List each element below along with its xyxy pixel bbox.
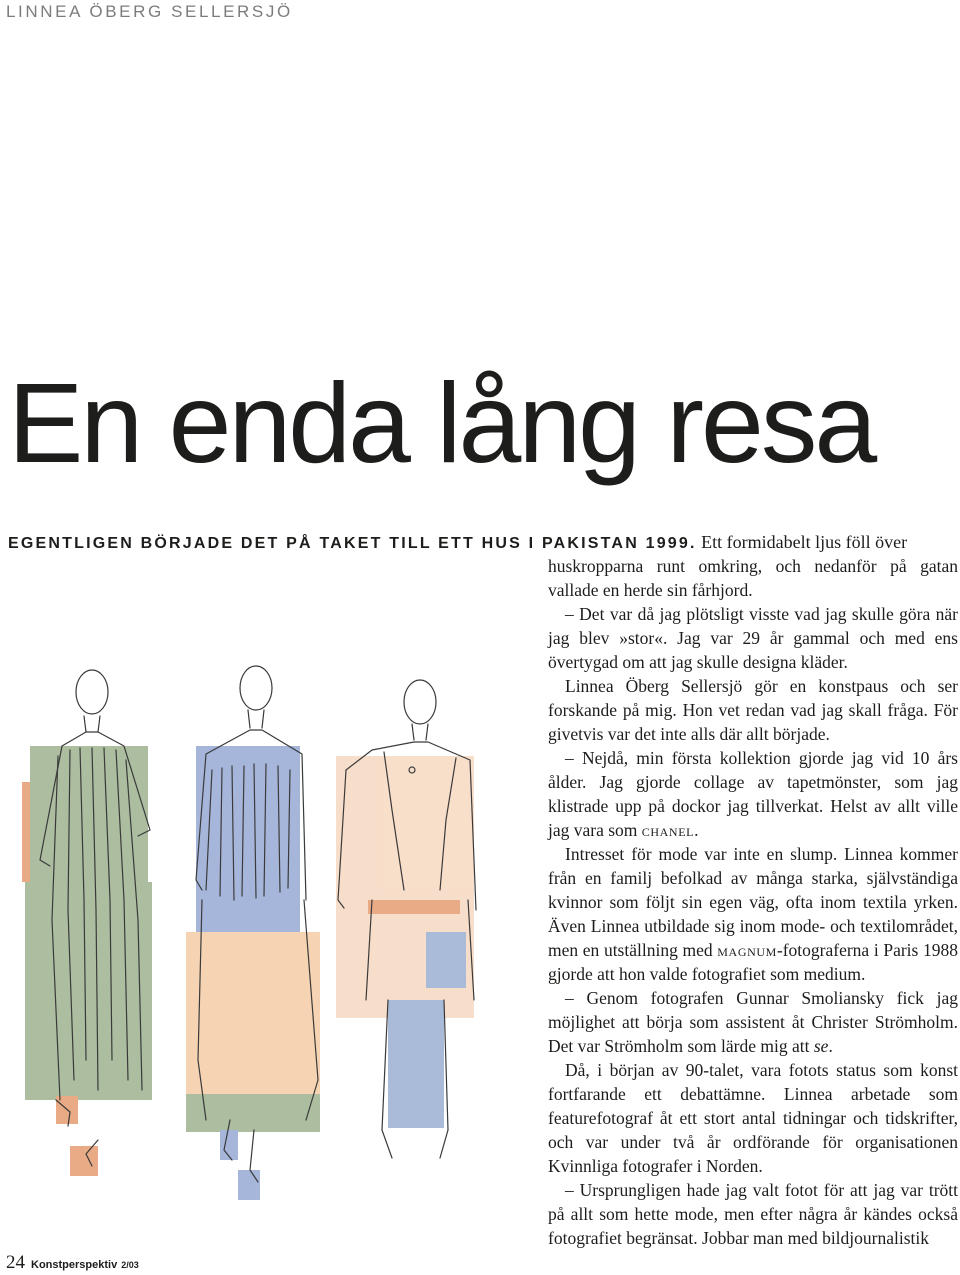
- author-running-head: LINNEA ÖBERG SELLERSJÖ: [6, 2, 293, 21]
- emphasis-se: se: [813, 1036, 829, 1056]
- block-periwinkle-foot-2: [238, 1170, 260, 1200]
- paragraph-8: – Ursprungligen hade jag valt fotot för att jag var trött på allt som hette mode, men efter några år kändes också fotografiet begränsat. Jobbar man med bildjournalistik: [548, 1180, 958, 1248]
- paragraph-1: huskropparna runt omkring, och nedanför på gatan vallade en herde sin fårhjord.: [548, 556, 958, 600]
- colour-blocks: [22, 746, 474, 1200]
- page-number: 24: [6, 1252, 25, 1273]
- smallcaps-chanel: chanel: [641, 820, 695, 840]
- block-terracotta-belt: [368, 900, 460, 914]
- block-blue-trousers: [388, 1000, 444, 1128]
- body-column: [548, 554, 958, 1250]
- paragraph-3: Linnea Öberg Sellersjö gör en konstpaus och ser forskande på mig. Hon vet redan vad jag skall fråga. För givetvis var det inte alls där allt började.: [548, 676, 958, 744]
- lead-line: [8, 530, 958, 556]
- lead-rest: Ett formidabelt ljus föll över: [701, 532, 908, 552]
- block-green-bottom: [25, 882, 152, 1100]
- block-terracotta-foot-2: [70, 1146, 98, 1176]
- page-footer: [6, 1252, 139, 1274]
- fashion-illustration: [0, 660, 545, 1230]
- smallcaps-magnum: magnum: [717, 940, 777, 960]
- magazine-name: Konstperspektiv: [31, 1259, 118, 1271]
- issue-number: 2/03: [121, 1260, 139, 1270]
- paragraph-5: Intresset för mode var inte en slump. Linnea kommer från en familj befolkad av många starka, självständiga kvinnor som följt sin egen väg, ofta inom textila yrken. Även Linnea utbildade sig inom mode- och textilområdet, men en utställning med magnum-fotograferna i Paris 1988 gjorde att hon valde fotografiet som medium.: [548, 844, 959, 984]
- block-green-hem: [186, 1094, 320, 1132]
- paragraph-6: – Genom fotografen Gunnar Smoliansky fick jag möjlighet att börja som assistent åt Christer Strömholm. Det var Strömholm som lärde mig att se.: [548, 988, 958, 1056]
- block-peach-skirt: [186, 932, 320, 1094]
- lead-caps: EGENTLIGEN BÖRJADE DET PÅ TAKET TILL ETT HUS I PAKISTAN 1999.: [8, 535, 697, 552]
- block-blue-pocket: [426, 932, 466, 988]
- paragraph-4: – Nejdå, min första kollektion gjorde jag vid 10 års ålder. Jag gjorde collage av tapetmönster, som jag klistrade upp på dockor jag tillverkat. Helst av allt ville jag vara som chanel.: [548, 748, 958, 840]
- paragraph-7: Då, i början av 90-talet, vara fotots status som konst fortfarande ett debattämne. Linnea arbetade som featurefotograf åt ett stort antal tidningar och tidskrifter, och var under två år ordförande för organisationen Kvinnliga fotografer i Norden.: [548, 1060, 958, 1176]
- article-title: En enda lång resa: [8, 360, 875, 486]
- paragraph-2: – Det var då jag plötsligt visste vad jag skulle göra när jag blev »stor«. Jag var 29 år gammal och med ens övertygad om att jag skulle designa kläder.: [548, 604, 958, 672]
